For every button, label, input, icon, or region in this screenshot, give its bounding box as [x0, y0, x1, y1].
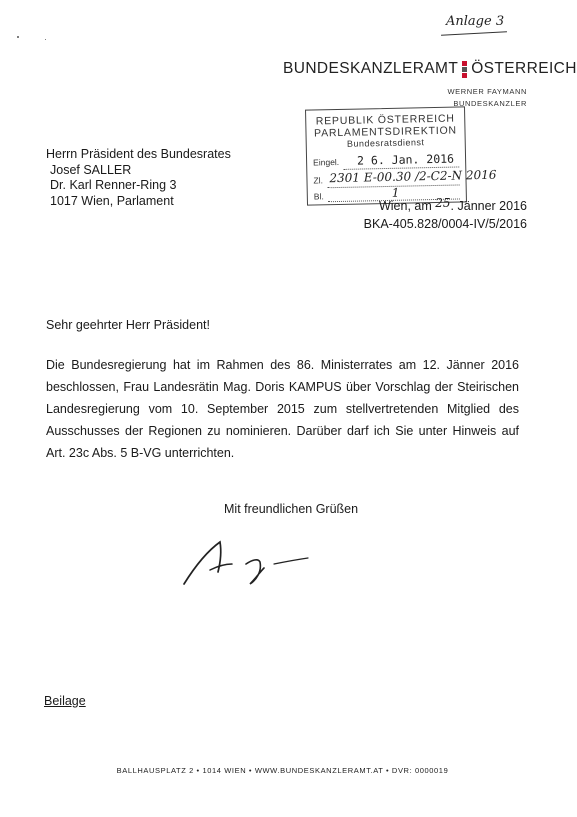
officer-title: BUNDESKANZLER — [453, 99, 527, 108]
brand-left-text: BUNDESKANZLERAMT — [283, 60, 459, 77]
recipient-line-2: Josef SALLER — [50, 162, 132, 177]
annex-note-underline — [441, 31, 507, 35]
closing: Mit freundlichen Grüßen — [224, 502, 359, 516]
letter-date — [378, 196, 527, 213]
letterhead-brand — [283, 60, 577, 78]
enclosure-label: Beilage — [44, 694, 86, 708]
stamp-zl-value: 2301 E-00.30 /2-C2-N 2016 — [329, 167, 497, 186]
scan-speck — [17, 36, 19, 38]
recipient-line-4: 1017 Wien, Parlament — [50, 193, 174, 208]
stamp-line-1: REPUBLIK ÖSTERREICH — [315, 112, 455, 128]
receipt-stamp — [305, 106, 497, 205]
austrian-flag-icon — [462, 61, 467, 78]
recipient-line-1: Herrn Präsident des Bundesrates — [46, 147, 231, 161]
brand-right-text: ÖSTERREICH — [471, 60, 577, 77]
annex-note: Anlage 3 — [446, 14, 505, 29]
recipient-line-3: Dr. Karl Renner-Ring 3 — [50, 178, 177, 192]
stamp-bl-value: 1 — [391, 185, 400, 200]
stamp-eingel-label: Eingel. — [313, 156, 340, 168]
stamp-line-2: PARLAMENTSDIREKTION — [313, 124, 457, 140]
letter-body: Die Bundesregierung hat im Rahmen des 86. Ministerrates am 12. Jänner 2016 beschlossen, Frau Landesrätin Mag. Doris KAMPUS über Vorschlag der Steirischen Landesregierung vom 10. September 2015 zum stellvertretenden Mitglied des Ausschusses der Regionen zu nominieren. Darüber darf ich Sie unter Hinweis auf Art. 23c Abs. 5 B-VG unterrichten. — [46, 358, 519, 460]
reference-number: BKA-405.828/0004-IV/5/2016 — [363, 217, 527, 231]
stamp-eingel-value: 2 6. Jan. 2016 — [356, 151, 455, 168]
date-day-handwritten: 25 — [435, 196, 451, 210]
date-prefix: Wien, am — [378, 199, 432, 213]
stamp-line-3: Bundesratsdienst — [346, 137, 425, 149]
scan-speck — [45, 39, 46, 40]
salutation: Sehr geehrter Herr Präsident! — [46, 318, 210, 332]
stamp-bl-label: Bl. — [313, 191, 324, 202]
stamp-zl-label: Zl. — [313, 175, 324, 186]
signature — [176, 528, 316, 590]
footer-address: BALLHAUSPLATZ 2 • 1014 WIEN • WWW.BUNDESKANZLERAMT.AT • DVR: 0000019 — [116, 766, 449, 775]
officer-name: WERNER FAYMANN — [447, 87, 527, 96]
recipient-address — [46, 147, 231, 209]
date-rest: . Jänner 2016 — [450, 199, 527, 213]
